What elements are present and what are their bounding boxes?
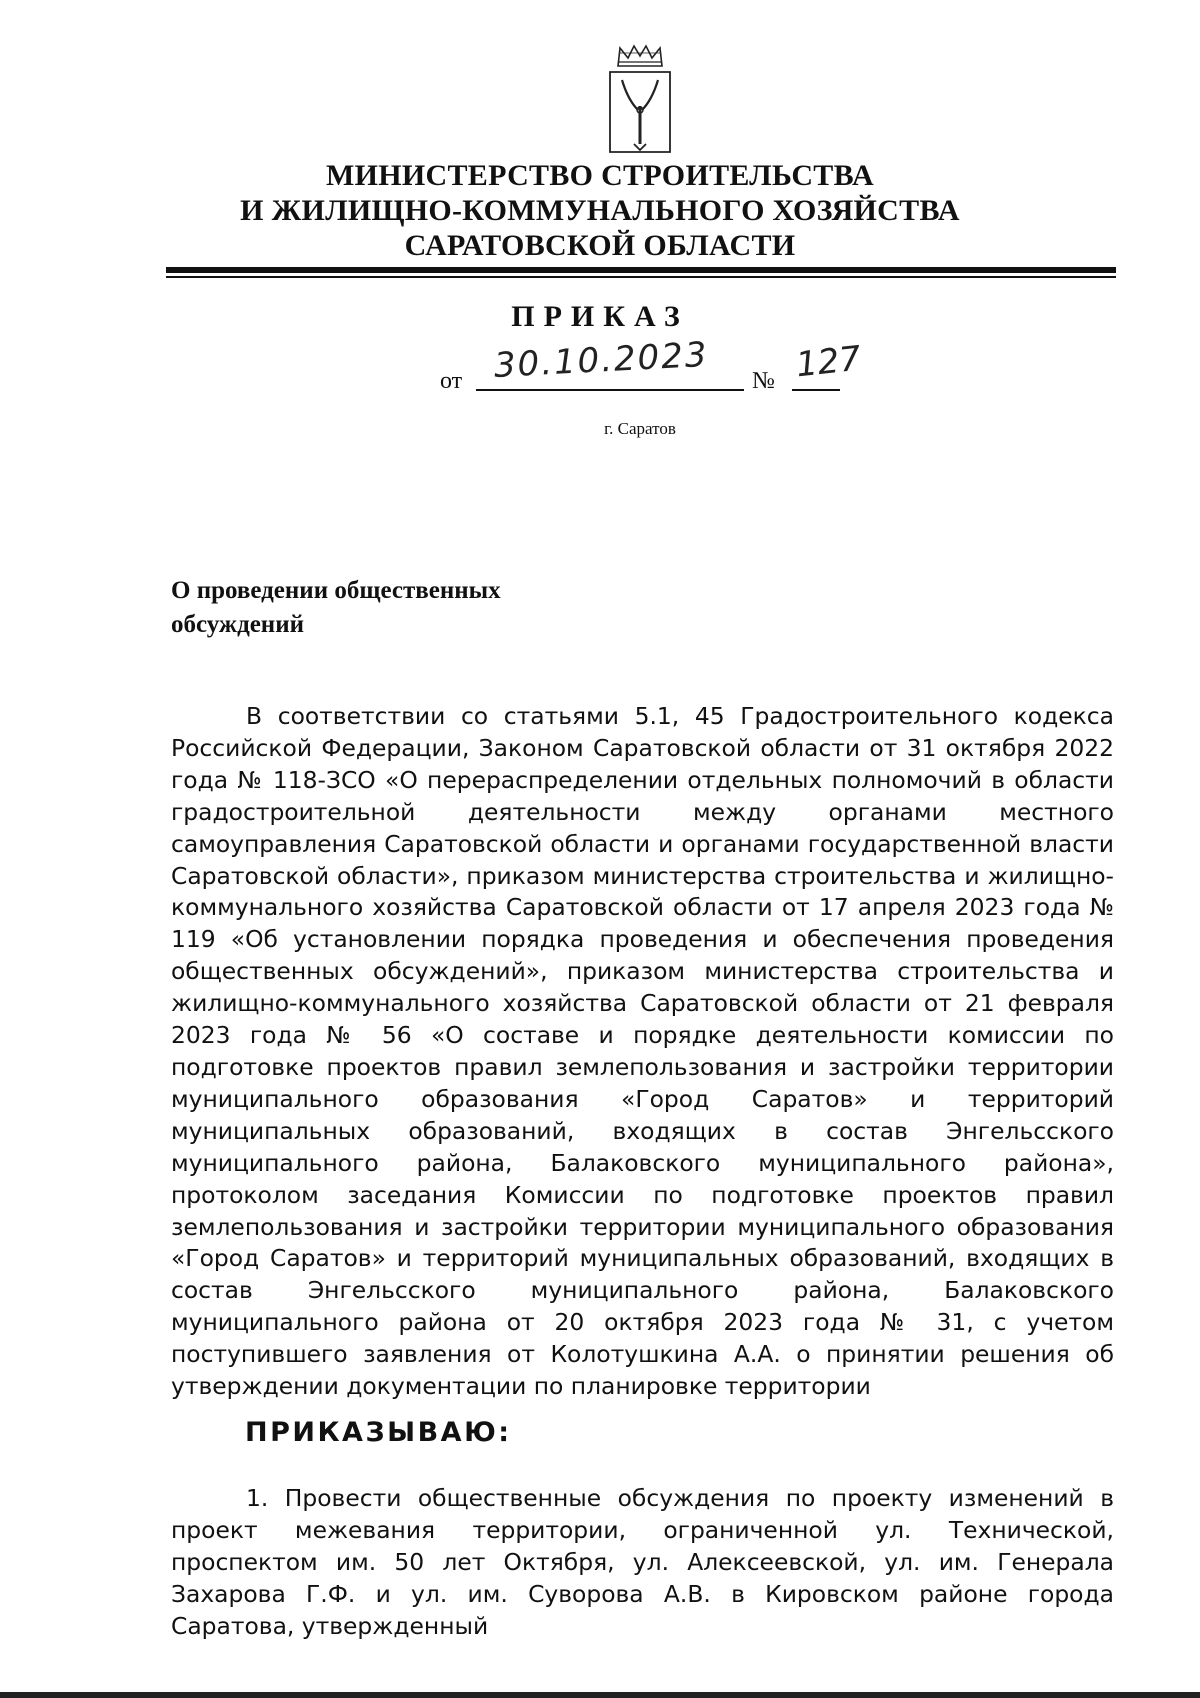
number-underline xyxy=(792,389,840,391)
ministry-line-1: МИНИСТЕРСТВО СТРОИТЕЛЬСТВА xyxy=(325,159,875,192)
header-divider-thin xyxy=(166,276,1116,278)
header-divider-thick xyxy=(166,267,1116,273)
order-item-1: 1. Провести общественные обсуждения по проекту изменений в проект межевания территории, ограниченной ул. Технической, проспектом им. 50 лет Октября, ул. Алексеевской, ул. им. Генерала Захарова Г.Ф. и ул. им. Суворова А.В. в Кировском районе города Саратова, утвержденный xyxy=(171,1484,1114,1640)
order-items xyxy=(171,1483,1114,1643)
number-prefix: № xyxy=(752,368,775,394)
ministry-name xyxy=(180,158,1020,263)
coat-of-arms-icon xyxy=(606,44,674,156)
preamble-block xyxy=(171,701,1114,1403)
preamble-paragraph: В соответствии со статьями 5.1, 45 Градостроительного кодекса Российской Федерации, Законом Саратовской области от 31 октября 2022 года № 118-ЗСО «О перераспределении отдельных полномочий в области градостроительной деятельности между органами местного самоуправления Саратовской области и органами государственной власти Саратовской области», приказом министерства строительства и жилищно-коммунального хозяйства Саратовской области от 17 апреля 2023 года № 119 «Об установлении порядка проведения и обеспечения проведения общественных обсуждений», приказом министерства строительства и жилищно-коммунального хозяйства Саратовской области от 21 февраля 2023 года № 56 «О составе и порядке деятельности комиссии по подготовке проектов правил землепользования и застройки территории муниципального образования «Город Саратов» и территорий муниципальных образований, входящих в состав Энгельсского муниципального района, Балаковского муниципального района», протоколом заседания Комиссии по подготовке проектов правил землепользования и застройки территории муниципального образования «Город Саратов» и территорий муниципальных образований, входящих в состав Энгельсского муниципального района, Балаковского муниципального района от 20 октября 2023 года № 31, с учетом поступившего заявления от Колотушкина А.А. о принятии решения об утверждении документации по планировке территории xyxy=(171,702,1114,1401)
subject-line-2: обсуждений xyxy=(171,611,305,638)
scan-edge xyxy=(0,1692,1200,1698)
handwritten-number: 127 xyxy=(794,338,863,386)
order-subject xyxy=(171,574,501,642)
ministry-line-2: И ЖИЛИЩНО-КОММУНАЛЬНОГО ХОЗЯЙСТВА xyxy=(240,194,960,227)
decree-heading: ПРИКАЗЫВАЮ: xyxy=(245,1417,512,1448)
document-type-title: ПРИКАЗ xyxy=(511,300,689,333)
date-prefix: от xyxy=(440,368,463,394)
ministry-line-3: САРАТОВСКОЙ ОБЛАСТИ xyxy=(404,229,796,262)
date-underline xyxy=(476,389,744,391)
date-number-line xyxy=(0,334,1200,394)
handwritten-date: 30.10.2023 xyxy=(492,334,710,386)
subject-line-1: О проведении общественных xyxy=(171,577,501,604)
city-name: г. Саратов xyxy=(604,419,676,438)
